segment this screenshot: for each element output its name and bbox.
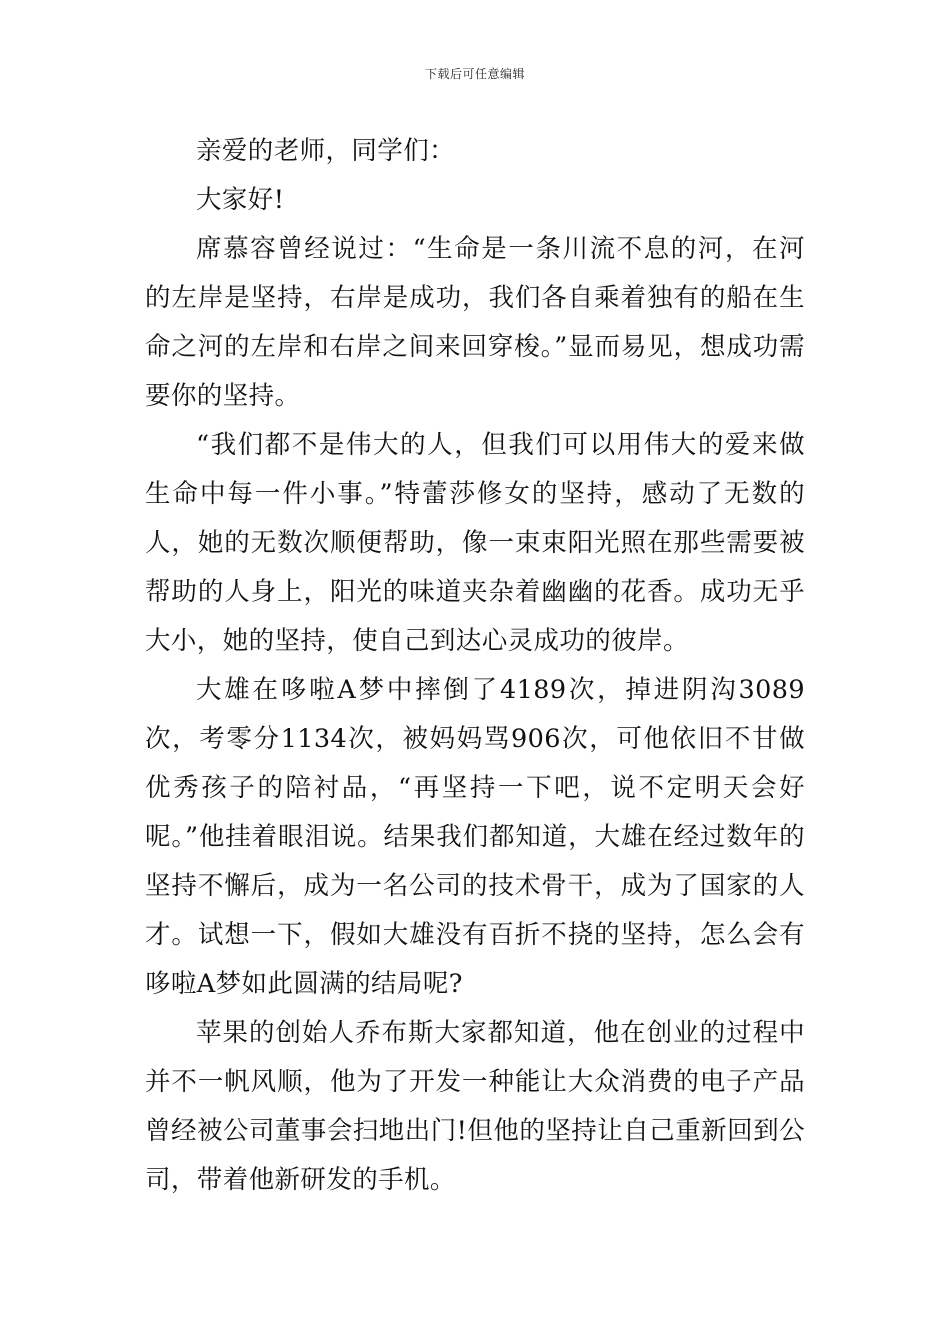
document-body bbox=[145, 127, 805, 1205]
page-header: 下载后可任意编辑 bbox=[424, 67, 525, 81]
paragraph-xi-murong-quote: 席慕容曾经说过：“生命是一条川流不息的河，在河的左岸是坚持，右岸是成功，我们各自乘着独有的船在生命之河的左岸和右岸之间来回穿梭。”显而易见，想成功需要你的坚持。 bbox=[145, 234, 805, 411]
paragraph-greeting: 亲爱的老师，同学们： bbox=[196, 136, 456, 166]
paragraph-hello: 大家好! bbox=[196, 185, 285, 215]
paragraph-mother-teresa: “我们都不是伟大的人，但我们可以用伟大的爱来做生命中每一件小事。”特蕾莎修女的坚持，感动了无数的人，她的无数次顺便帮助，像一束束阳光照在那些需要被帮助的人身上，阳光的味道夹杂着幽幽的花香。成功无乎大小，她的坚持，使自己到达心灵成功的彼岸。 bbox=[145, 430, 805, 656]
paragraph-steve-jobs: 苹果的创始人乔布斯大家都知道，他在创业的过程中并不一帆风顺，他为了开发一种能让大众消费的电子产品曾经被公司董事会扫地出门!但他的坚持让自己重新回到公司，带着他新研发的手机。 bbox=[145, 1018, 805, 1195]
paragraph-nobita: 大雄在哆啦A梦中摔倒了4189次，掉进阴沟3089次，考零分1134次，被妈妈骂906次，可他依旧不甘做优秀孩子的陪衬品，“再坚持一下吧，说不定明天会好呢。”他挂着眼泪说。结果我们都知道，大雄在经过数年的坚持不懈后，成为一名公司的技术骨干，成为了国家的人才。试想一下，假如大雄没有百折不挠的坚持，怎么会有哆啦A梦如此圆满的结局呢? bbox=[145, 675, 805, 999]
